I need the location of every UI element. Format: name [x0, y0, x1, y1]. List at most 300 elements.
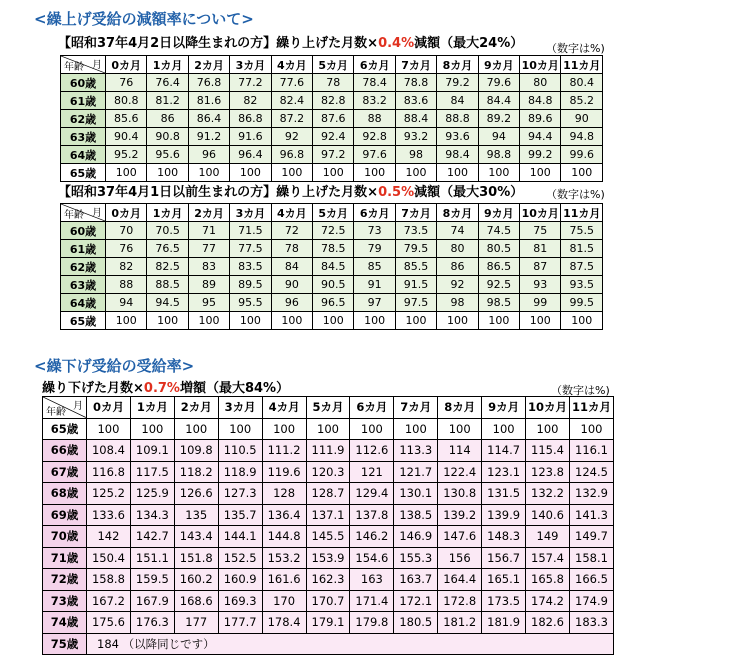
value-cell: 85.6: [106, 110, 147, 128]
month-header: 1カ月: [147, 56, 188, 74]
table1-subtitle-rate: 0.4%: [378, 36, 415, 51]
value-cell: 92.8: [354, 128, 395, 146]
section2-title: <繰下げ受給の受給率>: [34, 357, 195, 375]
value-cell: 138.5: [394, 504, 438, 526]
month-header: 5カ月: [313, 204, 354, 222]
table2-subtitle-pre: 【昭和37年4月1日以前生まれの方】繰り上げた月数×: [58, 185, 379, 200]
value-cell: 137.1: [306, 504, 350, 526]
month-header: 8カ月: [437, 56, 478, 74]
table3-subtitle-pre: 繰り下げた月数×: [42, 381, 144, 396]
value-cell: 134.3: [130, 504, 174, 526]
corner-header: [61, 56, 106, 74]
value-cell: 76.4: [147, 74, 188, 92]
value-cell: 95: [188, 294, 229, 312]
value-cell: 85.5: [395, 258, 436, 276]
age-cell: 62歳: [61, 110, 106, 128]
value-cell: 151.1: [130, 547, 174, 569]
value-cell: 141.3: [569, 504, 613, 526]
value-cell: 100: [262, 418, 306, 440]
value-cell: 113.3: [394, 440, 438, 462]
table-row: [61, 146, 603, 164]
value-cell: 179.1: [306, 612, 350, 634]
value-cell: 77.6: [271, 74, 312, 92]
value-cell: 175.6: [87, 612, 131, 634]
value-cell: 77: [188, 240, 229, 258]
value-cell: 160.9: [218, 569, 262, 591]
value-cell: 145.5: [306, 526, 350, 548]
value-cell: 108.4: [87, 440, 131, 462]
value-cell: 76: [106, 240, 147, 258]
value-cell: 177.7: [218, 612, 262, 634]
value-cell: 172.8: [438, 590, 482, 612]
table1: [60, 55, 603, 182]
value-cell: 139.2: [438, 504, 482, 526]
value-cell: 94: [106, 294, 147, 312]
corner-month-label: 月: [73, 401, 83, 412]
month-header: 2カ月: [188, 204, 229, 222]
value-cell: 139.9: [482, 504, 526, 526]
month-header: 11カ月: [561, 204, 603, 222]
value-cell: 100: [394, 418, 438, 440]
value-cell: 73: [354, 222, 395, 240]
age-cell: 73歳: [43, 590, 87, 612]
value-cell: 162.3: [306, 569, 350, 591]
age-cell: 65歳: [61, 312, 106, 330]
value-cell: 100: [306, 418, 350, 440]
table-row: [43, 547, 614, 569]
value-cell: 85.2: [561, 92, 603, 110]
value-cell: 98: [437, 294, 478, 312]
value-cell: 91.5: [395, 276, 436, 294]
table2: [60, 203, 603, 330]
table-row: [43, 569, 614, 591]
month-header: 9カ月: [482, 397, 526, 419]
value-cell: 93.5: [561, 276, 603, 294]
table-row: [61, 276, 603, 294]
value-cell: 158.1: [569, 547, 613, 569]
value-cell: 99.6: [561, 146, 603, 164]
value-cell: 136.4: [262, 504, 306, 526]
value-cell: 181.2: [438, 612, 482, 634]
value-cell: 142: [87, 526, 131, 548]
table-row: [61, 74, 603, 92]
value-cell: 146.2: [350, 526, 394, 548]
value-cell: 173.5: [482, 590, 526, 612]
value-cell: 99.2: [520, 146, 561, 164]
value-cell: 109.8: [174, 440, 218, 462]
table1-unit: （数字は%): [546, 42, 605, 55]
value-cell: 172.1: [394, 590, 438, 612]
value-cell: 83.2: [354, 92, 395, 110]
value-cell: 158.8: [87, 569, 131, 591]
value-cell: 100: [87, 418, 131, 440]
value-cell: 91: [354, 276, 395, 294]
value-cell: 90: [561, 110, 603, 128]
age-cell: 65歳: [61, 164, 106, 182]
value-cell: 71.5: [230, 222, 271, 240]
value-cell: 100: [354, 312, 395, 330]
table2-subtitle-post: 減額（最大30%）: [414, 185, 524, 200]
corner-month-label: 月: [92, 60, 102, 71]
table-row: [61, 312, 603, 330]
table-row: [43, 418, 614, 440]
value-cell: 81.5: [561, 240, 603, 258]
value-cell: 100: [106, 164, 147, 182]
value-cell: 130.8: [438, 483, 482, 505]
value-cell: 76.5: [147, 240, 188, 258]
age-cell: 63歳: [61, 128, 106, 146]
value-cell: 81.6: [188, 92, 229, 110]
value-cell: 79.6: [478, 74, 519, 92]
table3-subtitle: [42, 377, 289, 396]
month-header: 11カ月: [569, 397, 613, 419]
value-cell: 161.6: [262, 569, 306, 591]
value-cell: 148.3: [482, 526, 526, 548]
table2-unit: （数字は%): [546, 188, 605, 201]
value-cell: 85: [354, 258, 395, 276]
value-cell: 115.4: [526, 440, 570, 462]
value-cell: 86.5: [478, 258, 519, 276]
value-cell: 100: [438, 418, 482, 440]
value-cell: 83.6: [395, 92, 436, 110]
month-header: 5カ月: [306, 397, 350, 419]
value-cell: 100: [395, 164, 436, 182]
value-cell: 81: [520, 240, 561, 258]
value-cell: 118.9: [218, 461, 262, 483]
value-cell: 140.6: [526, 504, 570, 526]
value-cell: 91.2: [188, 128, 229, 146]
value-cell: 157.4: [526, 547, 570, 569]
month-header: 4カ月: [271, 56, 312, 74]
value-cell: 119.6: [262, 461, 306, 483]
value-cell: 174.2: [526, 590, 570, 612]
value-cell: 128.7: [306, 483, 350, 505]
value-cell: 75: [520, 222, 561, 240]
value-cell: 78: [313, 74, 354, 92]
value-cell: 152.5: [218, 547, 262, 569]
table-row: [61, 258, 603, 276]
value-cell: 151.8: [174, 547, 218, 569]
value-cell: 100: [350, 418, 394, 440]
value-cell: 144.1: [218, 526, 262, 548]
value-cell: 100: [520, 312, 561, 330]
value-cell: 123.8: [526, 461, 570, 483]
corner-header: [61, 204, 106, 222]
value-cell: 87.6: [313, 110, 354, 128]
value-cell: 87.2: [271, 110, 312, 128]
value-cell: 149: [526, 526, 570, 548]
age-cell: 71歳: [43, 547, 87, 569]
age-cell: 74歳: [43, 612, 87, 634]
value-cell: 97.6: [354, 146, 395, 164]
value-cell: 100: [188, 164, 229, 182]
month-header: 3カ月: [230, 56, 271, 74]
value-cell: 118.2: [174, 461, 218, 483]
value-cell: 144.8: [262, 526, 306, 548]
table-row: [43, 483, 614, 505]
value-cell: 78: [271, 240, 312, 258]
value-cell: 87: [520, 258, 561, 276]
value-cell: 84.4: [478, 92, 519, 110]
value-cell: 128: [262, 483, 306, 505]
value-cell: 155.3: [394, 547, 438, 569]
header-row: [43, 397, 614, 419]
value-cell: 166.5: [569, 569, 613, 591]
value-cell: 88.5: [147, 276, 188, 294]
value-cell: 164.4: [438, 569, 482, 591]
table-row: [43, 504, 614, 526]
age-cell: 70歳: [43, 526, 87, 548]
table2-subtitle-rate: 0.5%: [378, 185, 415, 200]
table1-subtitle-post: 減額（最大24%）: [414, 36, 524, 51]
value-cell: 170: [262, 590, 306, 612]
table-row: [61, 92, 603, 110]
value-cell: 156: [438, 547, 482, 569]
value-cell: 88.4: [395, 110, 436, 128]
month-header: 0カ月: [106, 56, 147, 74]
value-cell: 96.5: [313, 294, 354, 312]
value-cell: 88: [106, 276, 147, 294]
value-cell: 111.2: [262, 440, 306, 462]
value-cell: 123.1: [482, 461, 526, 483]
value-cell: 100: [230, 164, 271, 182]
value-cell: 98.5: [478, 294, 519, 312]
value-cell: 97.5: [395, 294, 436, 312]
value-cell: 73.5: [395, 222, 436, 240]
value-cell: 74: [437, 222, 478, 240]
value-cell: 147.6: [438, 526, 482, 548]
table-row: [43, 461, 614, 483]
value-cell: 94.8: [561, 128, 603, 146]
value-cell: 183.3: [569, 612, 613, 634]
value-cell: 86: [147, 110, 188, 128]
value-cell: 100: [520, 164, 561, 182]
value-cell: 176.3: [130, 612, 174, 634]
value-cell: 72.5: [313, 222, 354, 240]
table-row: [61, 240, 603, 258]
value-cell: 98: [395, 146, 436, 164]
value-cell: 181.9: [482, 612, 526, 634]
value-cell: 137.8: [350, 504, 394, 526]
value-cell: 100: [395, 312, 436, 330]
month-header: 0カ月: [87, 397, 131, 419]
value-cell: 110.5: [218, 440, 262, 462]
value-cell: 93.6: [437, 128, 478, 146]
value-cell: 100: [561, 164, 603, 182]
age-cell: 72歳: [43, 569, 87, 591]
corner-age-label: 年齢: [64, 210, 84, 221]
value-cell: 142.7: [130, 526, 174, 548]
value-cell: 163: [350, 569, 394, 591]
month-header: 6カ月: [354, 56, 395, 74]
value-cell: 171.4: [350, 590, 394, 612]
month-header: 3カ月: [230, 204, 271, 222]
value-cell: 100: [218, 418, 262, 440]
value-cell: 90.5: [313, 276, 354, 294]
table3-subtitle-rate: 0.7%: [143, 381, 180, 396]
value-cell: 100: [437, 164, 478, 182]
value-cell: 90: [271, 276, 312, 294]
value-cell: 100: [354, 164, 395, 182]
value-cell: 178.4: [262, 612, 306, 634]
value-cell: 79.5: [395, 240, 436, 258]
month-header: 5カ月: [313, 56, 354, 74]
value-cell: 81.2: [147, 92, 188, 110]
value-cell: 89.2: [478, 110, 519, 128]
corner-header: [43, 397, 87, 419]
value-cell: 89: [188, 276, 229, 294]
value-cell: 82: [230, 92, 271, 110]
value-cell: 126.6: [174, 483, 218, 505]
month-header: 7カ月: [394, 397, 438, 419]
value-cell: 170.7: [306, 590, 350, 612]
month-header: 1カ月: [130, 397, 174, 419]
month-header: 6カ月: [350, 397, 394, 419]
value-cell: 114.7: [482, 440, 526, 462]
value-cell: 167.2: [87, 590, 131, 612]
value-cell: 96: [271, 294, 312, 312]
month-header: 10カ月: [526, 397, 570, 419]
value-cell: 80.8: [106, 92, 147, 110]
value-cell: 112.6: [350, 440, 394, 462]
month-header: 8カ月: [438, 397, 482, 419]
table-row-last: [43, 633, 614, 655]
header-row: [61, 204, 603, 222]
age-cell: 64歳: [61, 146, 106, 164]
value-cell: 100: [478, 312, 519, 330]
value-cell: 92: [437, 276, 478, 294]
value-cell: 83: [188, 258, 229, 276]
value-cell: 116.1: [569, 440, 613, 462]
value-cell: 143.4: [174, 526, 218, 548]
value-cell: 100: [437, 312, 478, 330]
value-cell: 100: [271, 312, 312, 330]
table3: [42, 396, 614, 655]
value-cell: 92.5: [478, 276, 519, 294]
month-header: 2カ月: [174, 397, 218, 419]
value-cell: 130.1: [394, 483, 438, 505]
value-cell: 82.8: [313, 92, 354, 110]
month-header: 4カ月: [262, 397, 306, 419]
value-cell: 100: [478, 164, 519, 182]
value-cell: 100: [569, 418, 613, 440]
header-row: [61, 56, 603, 74]
value-cell: 95.6: [147, 146, 188, 164]
table-row: [61, 294, 603, 312]
age-cell: 69歳: [43, 504, 87, 526]
table1-subtitle: [58, 32, 523, 51]
value-cell: 71: [188, 222, 229, 240]
table3-subtitle-post: 増額（最大84%）: [179, 381, 290, 396]
value-cell: 90.8: [147, 128, 188, 146]
value-cell: 77.5: [230, 240, 271, 258]
age-cell: 68歳: [43, 483, 87, 505]
age-cell: 60歳: [61, 74, 106, 92]
value-cell: 146.9: [394, 526, 438, 548]
value-cell: 80: [437, 240, 478, 258]
month-header: 6カ月: [354, 204, 395, 222]
value-cell: 92.4: [313, 128, 354, 146]
value-cell: 174.9: [569, 590, 613, 612]
value-cell: 100: [174, 418, 218, 440]
value-cell: 169.3: [218, 590, 262, 612]
value-cell: 89.6: [520, 110, 561, 128]
month-header: 9カ月: [478, 204, 519, 222]
value-cell: 120.3: [306, 461, 350, 483]
value-cell: 80: [520, 74, 561, 92]
value-cell: 160.2: [174, 569, 218, 591]
value-cell: 76: [106, 74, 147, 92]
value-cell: 100: [147, 164, 188, 182]
table-row: [61, 222, 603, 240]
value-cell: 109.1: [130, 440, 174, 462]
value-cell: 149.7: [569, 526, 613, 548]
age-cell: 63歳: [61, 276, 106, 294]
corner-age-label: 年齢: [46, 406, 66, 418]
value-cell: 129.4: [350, 483, 394, 505]
value-cell: 94: [478, 128, 519, 146]
value-cell: 99: [520, 294, 561, 312]
table-row: [43, 612, 614, 634]
value-cell: 78.4: [354, 74, 395, 92]
value-cell: 163.7: [394, 569, 438, 591]
age-cell: 62歳: [61, 258, 106, 276]
value-cell: 100: [561, 312, 603, 330]
value-cell: 95.5: [230, 294, 271, 312]
table-row: [43, 526, 614, 548]
value-cell: 76.8: [188, 74, 229, 92]
value-cell: 98.4: [437, 146, 478, 164]
value-cell: 159.5: [130, 569, 174, 591]
corner-month-label: 月: [92, 208, 102, 219]
value-cell: 125.9: [130, 483, 174, 505]
value-cell: 135: [174, 504, 218, 526]
value-cell: 132.2: [526, 483, 570, 505]
value-cell: 93.2: [395, 128, 436, 146]
month-header: 7カ月: [395, 204, 436, 222]
value-cell: 124.5: [569, 461, 613, 483]
value-cell: 84: [271, 258, 312, 276]
value-cell: 80.4: [561, 74, 603, 92]
value-cell: 121: [350, 461, 394, 483]
age-cell: 61歳: [61, 92, 106, 110]
value-cell: 116.8: [87, 461, 131, 483]
value-cell: 97: [354, 294, 395, 312]
value-cell: 100: [106, 312, 147, 330]
value-cell: 82: [106, 258, 147, 276]
month-header: 8カ月: [437, 204, 478, 222]
table-row: [61, 128, 603, 146]
value-cell: 74.5: [478, 222, 519, 240]
value-cell: 111.9: [306, 440, 350, 462]
month-header: 10カ月: [520, 56, 561, 74]
value-cell: 133.6: [87, 504, 131, 526]
table2-subtitle: [58, 181, 523, 200]
value-cell: 135.7: [218, 504, 262, 526]
value-cell: 100: [230, 312, 271, 330]
age-cell: 60歳: [61, 222, 106, 240]
value-cell: 78.8: [395, 74, 436, 92]
value-cell: 100: [526, 418, 570, 440]
value-cell: 79: [354, 240, 395, 258]
value-cell: 94.4: [520, 128, 561, 146]
month-header: 3カ月: [218, 397, 262, 419]
value-cell: 154.6: [350, 547, 394, 569]
value-cell: 132.9: [569, 483, 613, 505]
value-cell: 86.8: [230, 110, 271, 128]
value-cell: 100: [313, 312, 354, 330]
value-cell: 93: [520, 276, 561, 294]
